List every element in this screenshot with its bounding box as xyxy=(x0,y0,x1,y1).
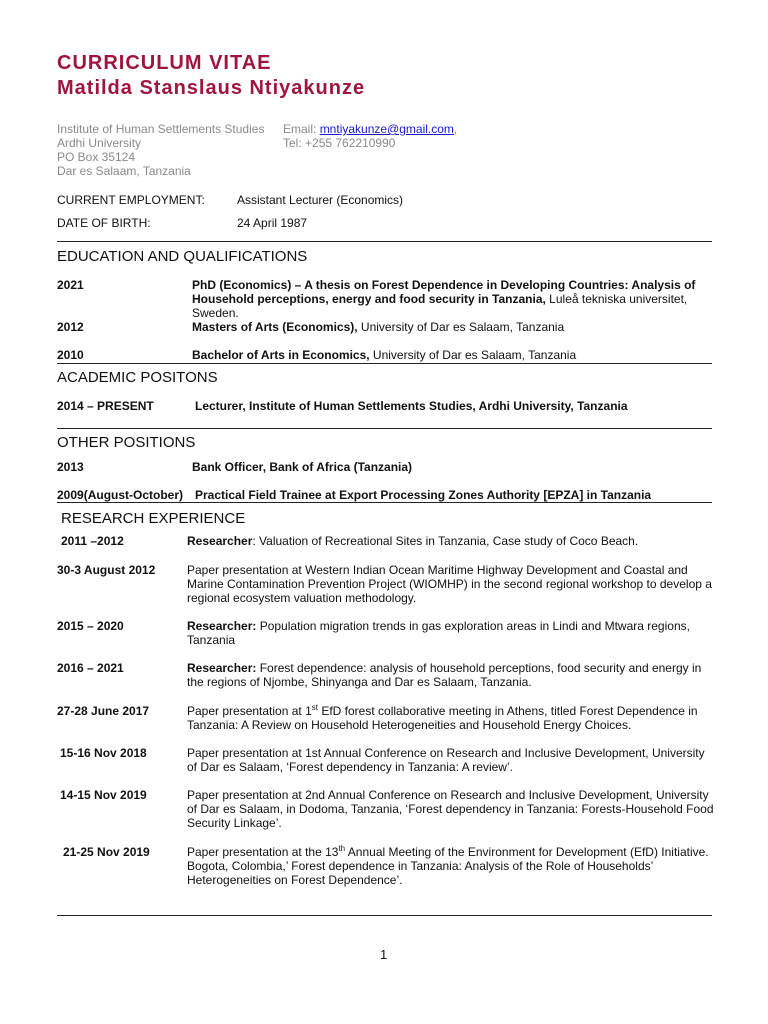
email-line xyxy=(283,122,457,136)
education-degree: Bachelor of Arts in Economics, xyxy=(192,348,370,362)
research-entry xyxy=(187,563,715,605)
academic-heading: ACADEMIC POSITONS xyxy=(57,369,218,386)
research-date: 2015 – 2020 xyxy=(57,619,124,633)
footer-divider xyxy=(57,915,712,916)
address-line: Ardhi University xyxy=(57,136,142,150)
education-heading: EDUCATION AND QUALIFICATIONS xyxy=(57,248,308,265)
research-role: Researcher: xyxy=(187,619,257,633)
research-heading: RESEARCH EXPERIENCE xyxy=(61,510,246,527)
email-suffix: , xyxy=(453,122,458,136)
education-year: 2012 xyxy=(57,320,84,334)
page-number: 1 xyxy=(380,947,388,962)
section-divider xyxy=(57,502,712,503)
education-year: 2021 xyxy=(57,278,84,292)
education-institution: Luleå tekniska universitet, Sweden. xyxy=(192,292,688,320)
research-description: Population migration trends in gas exploration areas in Lindi and Mtwara regions, Tanzania xyxy=(187,619,690,647)
education-year: 2010 xyxy=(57,348,84,362)
research-description: Forest dependence: analysis of household perceptions, food security and energy in the regions of Njombe, Shinyanga and Dar es Salaam, Tanzania. xyxy=(187,661,702,689)
dob-value: 24 April 1987 xyxy=(237,216,308,230)
other-position: Practical Field Trainee at Export Processing Zones Authority [EPZA] in Tanzania xyxy=(195,488,652,502)
superscript: st xyxy=(311,703,318,712)
address-line: Dar es Salaam, Tanzania xyxy=(57,164,191,178)
phone-line: Tel: +255 762210990 xyxy=(283,136,396,150)
research-description: Paper presentation at 1st Annual Conference on Research and Inclusive Development, University of Dar es Salaam, ‘Forest dependency in Tanzania: A review’. xyxy=(187,746,705,774)
address-line: PO Box 35124 xyxy=(57,150,136,164)
research-date: 2016 – 2021 xyxy=(57,661,124,675)
research-description: Paper presentation at 1 xyxy=(187,704,312,718)
employment-value: Assistant Lecturer (Economics) xyxy=(237,193,404,207)
education-institution: University of Dar es Salaam, Tanzania xyxy=(369,348,577,362)
other-year: 2009(August-October) xyxy=(57,488,184,502)
education-degree: PhD (Economics) – A thesis on Forest Dependence in Developing Countries: Analysis of Household perceptions, energy and food security in Tanzania, xyxy=(192,278,696,306)
research-entry xyxy=(187,619,707,647)
education-entry xyxy=(192,320,564,334)
research-date: 15-16 Nov 2018 xyxy=(60,746,147,760)
research-description: Paper presentation at the 13 xyxy=(187,845,339,859)
academic-position: Lecturer, Institute of Human Settlements Studies, Ardhi University, Tanzania xyxy=(195,399,628,413)
section-divider xyxy=(57,428,712,429)
research-description: Annual Meeting of the Environment for Development (EfD) Initiative. Bogota, Colombia,’ Forest dependence in Tanzania: Analysis of the Role of Households’ Heterogeneities on Forest Dependence’. xyxy=(187,845,709,887)
employment-label: CURRENT EMPLOYMENT: xyxy=(57,193,205,207)
research-description: Paper presentation at Western Indian Ocean Maritime Highway Development and Coastal and Marine Contamination Prevention Project (WIOMHP) in the second regional workshop to develop a regional ecosystem valuation methodology. xyxy=(187,563,712,605)
other-heading: OTHER POSITIONS xyxy=(57,434,196,451)
education-entry xyxy=(192,348,576,362)
section-divider xyxy=(57,241,712,242)
dob-label: DATE OF BIRTH: xyxy=(57,216,151,230)
email-link[interactable]: mntiyakunze@gmail.com xyxy=(319,122,454,136)
education-entry xyxy=(192,278,712,320)
email-label: Email: xyxy=(283,122,320,136)
research-role: Researcher xyxy=(187,534,253,548)
research-date: 30-3 August 2012 xyxy=(57,563,156,577)
research-entry xyxy=(187,534,638,548)
contact-block xyxy=(283,122,457,150)
address-line: Institute of Human Settlements Studies xyxy=(57,122,265,136)
research-entry xyxy=(187,788,715,830)
academic-year: 2014 – PRESENT xyxy=(57,399,154,413)
research-description: : Valuation of Recreational Sites in Tanzania, Case study of Coco Beach. xyxy=(252,534,639,548)
research-date: 14-15 Nov 2019 xyxy=(60,788,147,802)
research-date: 27-28 June 2017 xyxy=(57,704,150,718)
research-entry xyxy=(187,704,707,732)
research-entry xyxy=(187,746,712,774)
other-year: 2013 xyxy=(57,460,84,474)
education-institution: University of Dar es Salaam, Tanzania xyxy=(357,320,565,334)
research-entry xyxy=(187,845,715,887)
research-role: Researcher: xyxy=(187,661,257,675)
document-title: CURRICULUM VITAE xyxy=(57,52,272,74)
other-position: Bank Officer, Bank of Africa (Tanzania) xyxy=(192,460,413,474)
research-date: 2011 –2012 xyxy=(61,534,124,548)
research-description: Paper presentation at 2nd Annual Conference on Research and Inclusive Development, University of Dar es Salaam, in Dodoma, Tanzania, ‘Forest dependency in Tanzania: Forests-Household Food Security Linkage’. xyxy=(187,788,714,830)
research-date: 21-25 Nov 2019 xyxy=(63,845,150,859)
research-entry xyxy=(187,661,707,689)
education-degree: Masters of Arts (Economics), xyxy=(192,320,358,334)
section-divider xyxy=(57,363,712,364)
superscript: th xyxy=(338,844,346,853)
person-name: Matilda Stanslaus Ntiyakunze xyxy=(57,77,366,99)
address-block xyxy=(57,122,264,178)
research-description: EfD forest collaborative meeting in Athens, titled Forest Dependence in Tanzania: A Review on Household Heterogeneities and Household Energy Choices. xyxy=(187,704,698,732)
